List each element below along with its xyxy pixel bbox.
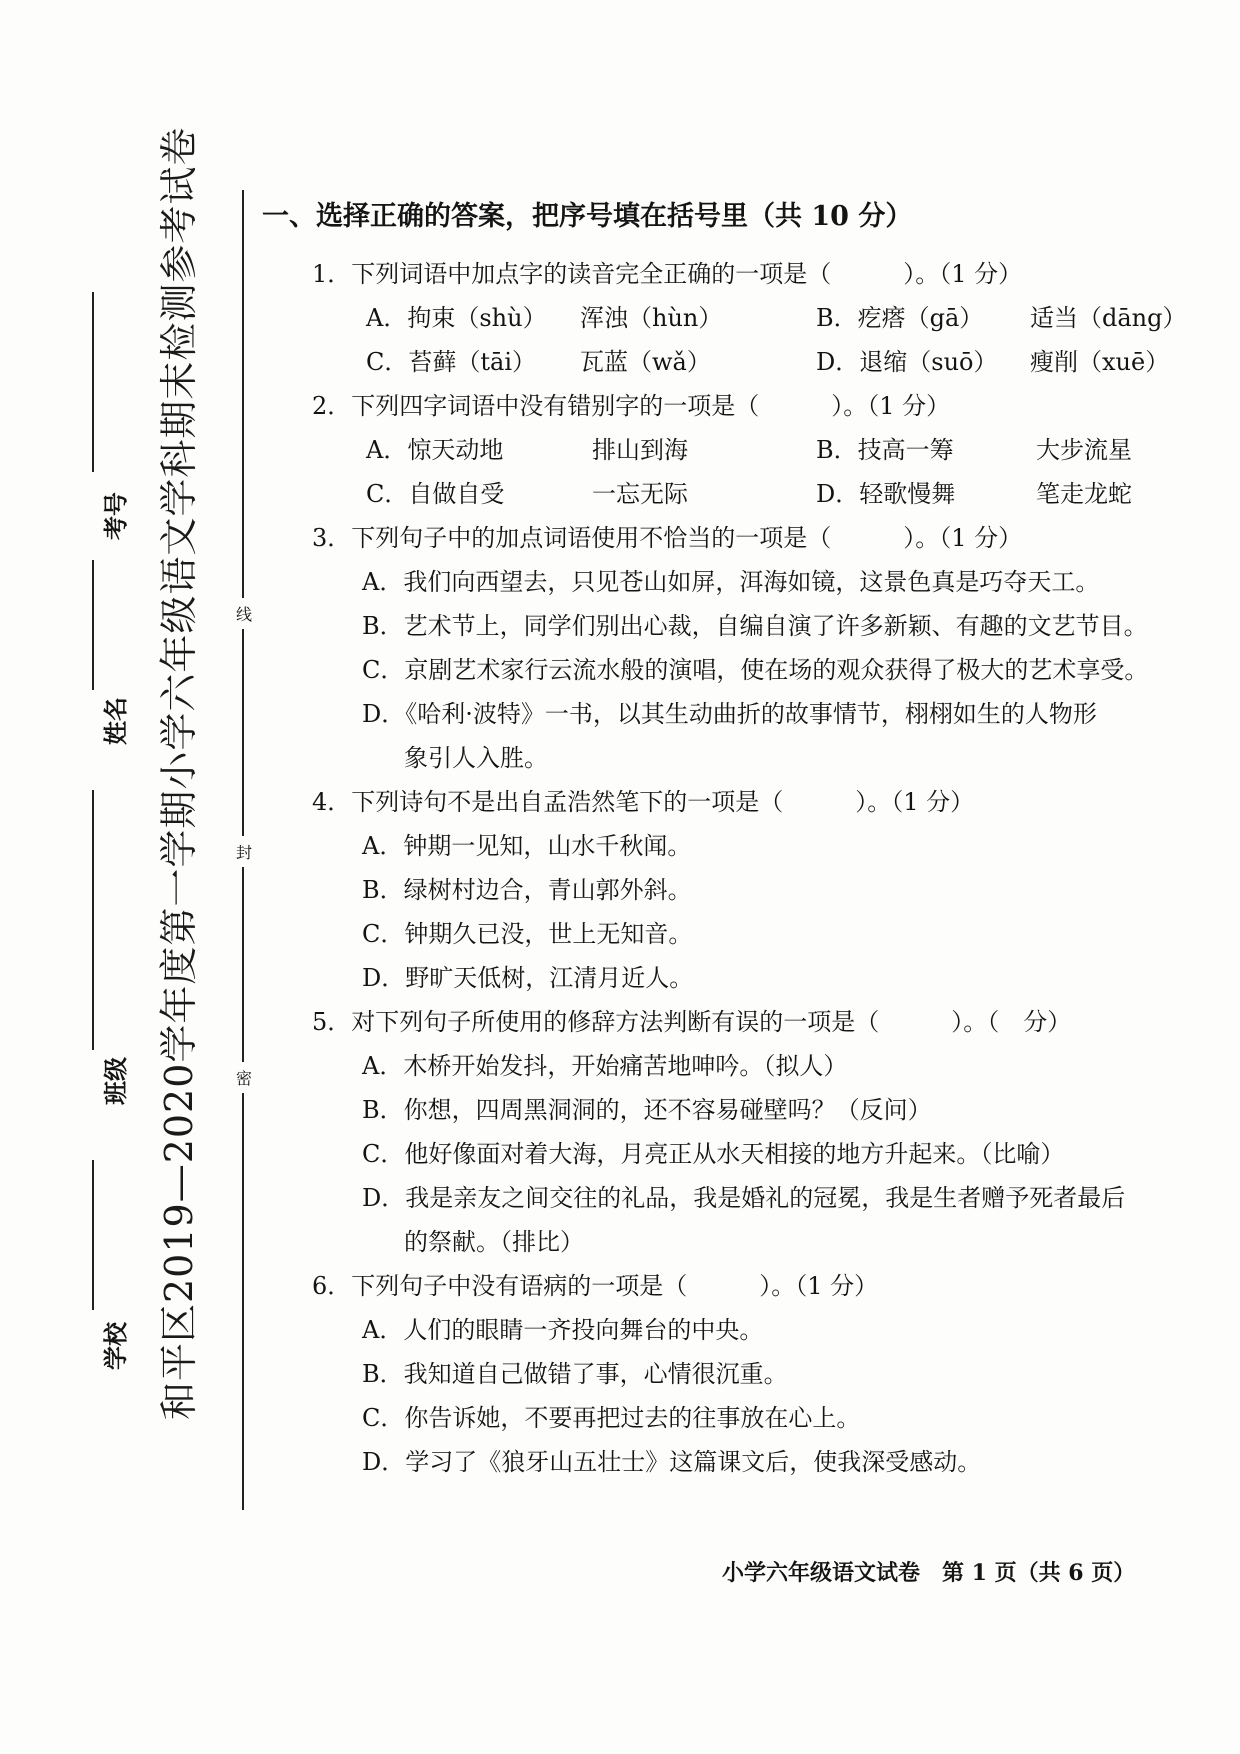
section-title: 一、选择正确的答案，把序号填在括号里（共 10 分）	[262, 201, 913, 232]
q5-option-d: D．我是亲友之间交往的礼品，我是婚礼的冠冕，我是生者赠予死者最后	[362, 1184, 1126, 1212]
exam-no-line	[92, 292, 94, 472]
q2-option-a-word2: 排山到海	[592, 436, 688, 464]
q4-option-d: D．野旷天低树，江清月近人。	[362, 964, 694, 992]
binding-mark-line: 线	[236, 598, 252, 629]
binding-mark-seal: 封	[236, 836, 252, 867]
q1-option-d-word2: 瘦削（xuē）	[1030, 348, 1170, 376]
question-1-stem: 1．下列词语中加点字的读音完全正确的一项是（ ）。（1 分）	[312, 260, 1023, 288]
q6-option-a: A．人们的眼睛一齐投向舞台的中央。	[362, 1316, 764, 1344]
q6-option-c: C．你告诉她，不要再把过去的往事放在心上。	[362, 1404, 861, 1432]
q1-option-a-word2: 浑浊（hùn）	[580, 304, 723, 332]
q2-option-d: D．轻歌慢舞	[816, 480, 956, 508]
q5-option-a: A．木桥开始发抖，开始痛苦地呻吟。（拟人）	[362, 1052, 848, 1080]
question-2-stem: 2．下列四字词语中没有错别字的一项是（ ）。（1 分）	[312, 392, 951, 420]
q5-option-b: B．你想，四周黑洞洞的，还不容易碰壁吗？（反问）	[362, 1096, 932, 1124]
name-line	[92, 560, 94, 690]
question-3-stem: 3．下列句子中的加点词语使用不恰当的一项是（ ）。（1 分）	[312, 524, 1023, 552]
q4-option-b: B．绿树村边合，青山郭外斜。	[362, 876, 692, 904]
school-label: 学校	[101, 1322, 130, 1370]
q3-option-d-continuation: 象引人入胜。	[404, 744, 548, 772]
q6-option-d: D．学习了《狼牙山五壮士》这篇课文后，使我深受感动。	[362, 1448, 982, 1476]
q4-option-a: A．钟期一见知，山水千秋闻。	[362, 832, 692, 860]
school-line	[92, 1160, 94, 1310]
class-label: 班级	[101, 1057, 130, 1105]
q4-option-c: C．钟期久已没，世上无知音。	[362, 920, 693, 948]
name-label: 姓名	[101, 697, 130, 745]
q2-option-c: C．自做自受	[366, 480, 505, 508]
exam-title-vertical: 和平区2019—2020学年度第一学期小学六年级语文学科期末检测参考试卷	[157, 126, 201, 1420]
page-footer: 小学六年级语文试卷 第 1 页（共 6 页）	[722, 1560, 1136, 1586]
q1-option-d: D．退缩（suō）	[816, 348, 998, 376]
q3-option-d: D．《哈利·波特》一书，以其生动曲折的故事情节，栩栩如生的人物形	[362, 700, 1097, 728]
q1-option-b: B．疙瘩（gā）	[816, 304, 984, 332]
q3-option-a: A．我们向西望去，只见苍山如屏，洱海如镜，这景色真是巧夺天工。	[362, 568, 1100, 596]
q5-option-c: C．他好像面对着大海，月亮正从水天相接的地方升起来。（比喻）	[362, 1140, 1065, 1168]
binding-mark-close: 密	[236, 1062, 252, 1093]
q2-option-b-word2: 大步流星	[1036, 436, 1132, 464]
q2-option-b: B．技高一筹	[816, 436, 954, 464]
q3-option-c: C．京剧艺术家行云流水般的演唱，使在场的观众获得了极大的艺术享受。	[362, 656, 1149, 684]
class-line	[92, 790, 94, 1050]
q3-option-b: B．艺术节上，同学们别出心裁，自编自演了许多新颖、有趣的文艺节目。	[362, 612, 1148, 640]
q2-option-d-word2: 笔走龙蛇	[1036, 480, 1132, 508]
q2-option-a: A．惊天动地	[366, 436, 504, 464]
question-4-stem: 4．下列诗句不是出自孟浩然笔下的一项是（ ）。（1 分）	[312, 788, 975, 816]
question-6-stem: 6．下列句子中没有语病的一项是（ ）。（1 分）	[312, 1272, 879, 1300]
q1-option-c: C．苔藓（tāi）	[366, 348, 537, 376]
q1-option-a: A．拘束（shù）	[366, 304, 547, 332]
q1-option-b-word2: 适当（dāng）	[1030, 304, 1187, 332]
q5-option-d-continuation: 的祭献。（排比）	[404, 1228, 584, 1256]
exam-no-label: 考号	[101, 492, 130, 540]
question-5-stem: 5．对下列句子所使用的修辞方法判断有误的一项是（ ）。（ 分）	[312, 1008, 1072, 1036]
q1-option-c-word2: 瓦蓝（wǎ）	[580, 348, 711, 376]
q6-option-b: B．我知道自己做错了事，心情很沉重。	[362, 1360, 788, 1388]
q2-option-c-word2: 一忘无际	[592, 480, 688, 508]
